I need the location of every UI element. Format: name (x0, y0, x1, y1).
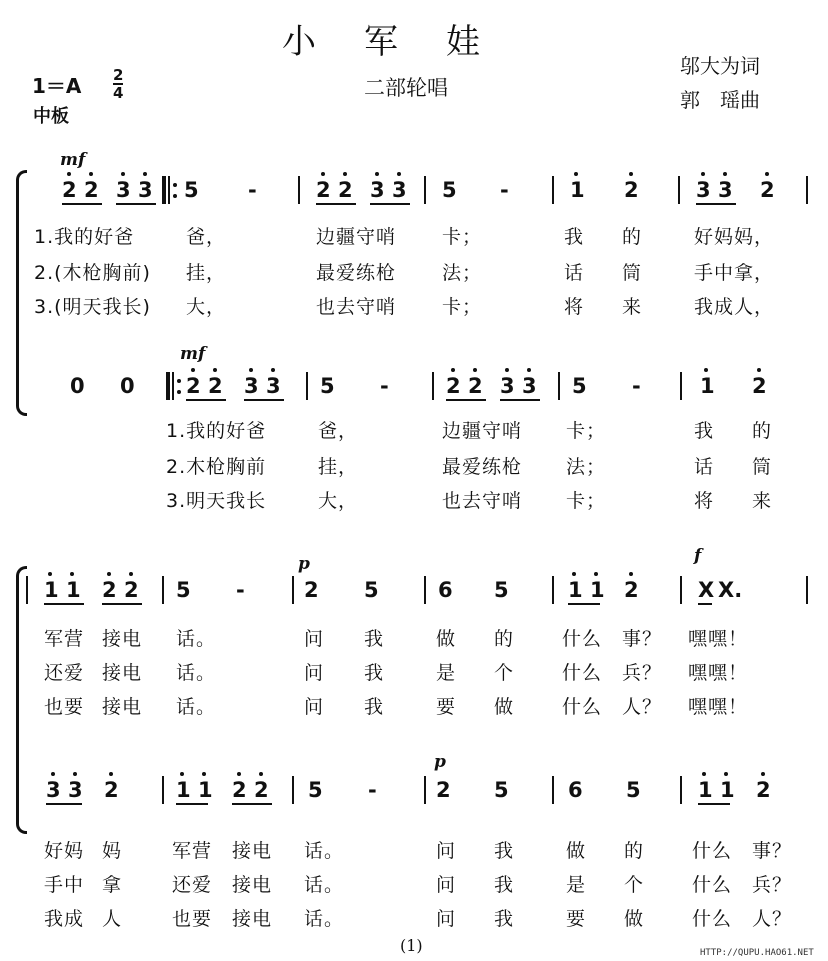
beam-underline (568, 603, 600, 605)
lyric-syllables: 话 (564, 262, 585, 284)
jianpu-note: 3 (696, 178, 711, 202)
jianpu-note: 3 (46, 778, 61, 802)
jianpu-note: 3 (500, 374, 515, 398)
jianpu-note: 2 (104, 778, 119, 802)
bar-line (172, 372, 174, 400)
jianpu-note: 2 (756, 778, 771, 802)
octave-dot (343, 172, 347, 176)
lyric-syllables: 接电 (102, 628, 143, 650)
lyric-syllables: 话。 (176, 628, 217, 650)
jianpu-note: 0 (70, 374, 85, 398)
bar-line (806, 176, 808, 204)
lyric-syllables: 是 (566, 874, 587, 896)
octave-dot (51, 772, 55, 776)
jianpu-note: 2 (752, 374, 767, 398)
lyric-syllables: 我 (494, 908, 515, 930)
lyric-syllables: 来 (622, 296, 643, 318)
octave-dot (505, 368, 509, 372)
bar-line (680, 576, 682, 604)
lyric-syllables: 接电 (232, 840, 273, 862)
octave-dot (173, 194, 177, 198)
dynamic-p-voice2: p (434, 752, 446, 772)
lyric-syllables: 话 (694, 456, 715, 478)
bar-line (552, 176, 554, 204)
octave-dot (259, 772, 263, 776)
lyric-syllables: 3.(明天我长) (34, 296, 151, 318)
lyric-syllables: 接电 (232, 908, 273, 930)
beam-underline (232, 803, 272, 805)
lyric-syllables: 大， (186, 296, 227, 318)
lyric-syllables: 什么 (692, 840, 733, 862)
bar-line (26, 576, 28, 604)
system-brace-2 (16, 566, 27, 834)
octave-dot (574, 172, 578, 176)
jianpu-note: 2 (254, 778, 269, 802)
octave-dot (375, 172, 379, 176)
bar-line (424, 576, 426, 604)
lyric-syllables: 要 (566, 908, 587, 930)
lyric-syllables: 做 (624, 908, 645, 930)
lyric-syllables: 我成人， (694, 296, 775, 318)
lyric-syllables: 我 (494, 840, 515, 862)
jianpu-note: 2 (84, 178, 99, 202)
lyric-syllables: 问 (436, 874, 457, 896)
beam-underline (500, 399, 540, 401)
lyric-syllables: 军营 (172, 840, 213, 862)
octave-dot (629, 572, 633, 576)
lyric-syllables: 事？ (622, 628, 663, 650)
jianpu-note: 3 (138, 178, 153, 202)
lyric-syllables: 嘿嘿！ (688, 628, 749, 650)
lyric-syllables: 1.我的好爸 (166, 420, 267, 442)
jianpu-note: 2 (468, 374, 483, 398)
lyric-syllables: 筒 (752, 456, 773, 478)
jianpu-note: 5 (626, 778, 641, 802)
jianpu-note: 5 (442, 178, 457, 202)
bar-line (292, 776, 294, 804)
jianpu-note: 3 (522, 374, 537, 398)
jianpu-note: 5 (494, 578, 509, 602)
dynamic-mf-voice2: mf (180, 344, 206, 364)
bar-line (298, 176, 300, 204)
lyric-syllables: 卡； (442, 296, 483, 318)
jianpu-note: X. (718, 578, 743, 602)
beam-underline (316, 203, 356, 205)
jianpu-note: 3 (392, 178, 407, 202)
lyric-syllables: 接电 (102, 662, 143, 684)
octave-dot (202, 772, 206, 776)
jianpu-note: 5 (494, 778, 509, 802)
dynamic-p: p (298, 554, 310, 574)
jianpu-note: - (632, 374, 641, 398)
lyric-syllables: 什么 (692, 908, 733, 930)
beam-underline (446, 399, 486, 401)
octave-dot (191, 368, 195, 372)
jianpu-note: 1 (66, 578, 81, 602)
bar-line (678, 176, 680, 204)
lyric-syllables: 我 (694, 420, 715, 442)
jianpu-note: 1 (176, 778, 191, 802)
lyric-syllables: 好妈妈， (694, 226, 775, 248)
lyric-syllables: 什么 (562, 662, 603, 684)
beam-underline (62, 203, 102, 205)
lyric-syllables: 做 (436, 628, 457, 650)
watermark: HTTP://QUPU.HAO61.NET (700, 948, 814, 958)
lyric-syllables: 爸， (318, 420, 359, 442)
octave-dot (702, 772, 706, 776)
jianpu-note: 5 (572, 374, 587, 398)
tempo-marking: 中板 (33, 106, 69, 127)
octave-dot (89, 172, 93, 176)
lyric-syllables: 我 (364, 628, 385, 650)
octave-dot (249, 368, 253, 372)
bar-line (162, 776, 164, 804)
bar-line (306, 372, 308, 400)
lyric-syllables: 手中拿， (694, 262, 775, 284)
jianpu-note: 2 (760, 178, 775, 202)
song-subtitle: 二部轮唱 (364, 76, 448, 100)
time-signature: 2 4 (113, 66, 124, 102)
jianpu-note: - (368, 778, 377, 802)
jianpu-note: 1 (720, 778, 735, 802)
lyric-syllables: 是 (436, 662, 457, 684)
lyric-syllables: 也去守哨 (442, 490, 523, 512)
lyric-syllables: 人 (102, 908, 123, 930)
lyric-syllables: 问 (436, 908, 457, 930)
bar-line (680, 372, 682, 400)
jianpu-note: 2 (446, 374, 461, 398)
bar-line (166, 372, 170, 400)
octave-dot (121, 172, 125, 176)
lyric-syllables: 卡； (566, 490, 607, 512)
dynamic-mf: mf (60, 150, 86, 170)
octave-dot (761, 772, 765, 776)
lyric-syllables: 问 (436, 840, 457, 862)
bar-line (168, 176, 170, 204)
lyric-syllables: 兵？ (622, 662, 663, 684)
beam-underline (116, 203, 156, 205)
page-number: (1) (400, 936, 423, 955)
lyric-syllables: 还爱 (172, 874, 213, 896)
lyric-syllables: 还爱 (44, 662, 85, 684)
lyric-syllables: 个 (624, 874, 645, 896)
lyric-syllables: 做 (494, 696, 515, 718)
lyric-syllables: 妈 (102, 840, 123, 862)
lyric-syllables: 我 (494, 874, 515, 896)
octave-dot (765, 172, 769, 176)
jianpu-note: - (236, 578, 245, 602)
octave-dot (724, 772, 728, 776)
jianpu-note: 6 (568, 778, 583, 802)
lyric-syllables: 做 (566, 840, 587, 862)
bar-line (680, 776, 682, 804)
lyric-syllables: 我 (364, 696, 385, 718)
lyric-syllables: 2.(木枪胸前) (34, 262, 151, 284)
lyric-syllables: 将 (564, 296, 585, 318)
jianpu-note: - (500, 178, 509, 202)
lyric-syllables: 最爱练枪 (442, 456, 523, 478)
octave-dot (213, 368, 217, 372)
bar-line (424, 776, 426, 804)
jianpu-note: 0 (120, 374, 135, 398)
lyric-syllables: 边疆守哨 (316, 226, 397, 248)
octave-dot (173, 183, 177, 187)
lyric-syllables: 问 (304, 696, 325, 718)
jianpu-note: 3 (718, 178, 733, 202)
lyric-syllables: 来 (752, 490, 773, 512)
beam-underline (186, 399, 226, 401)
lyric-syllables: 2.木枪胸前 (166, 456, 267, 478)
lyric-syllables: 话。 (304, 840, 345, 862)
jianpu-note: 1 (198, 778, 213, 802)
octave-dot (321, 172, 325, 176)
bar-line (162, 176, 166, 204)
lyric-syllables: 军营 (44, 628, 85, 650)
lyric-syllables: 什么 (562, 628, 603, 650)
jianpu-note: 5 (184, 178, 199, 202)
lyric-syllables: 话。 (176, 662, 217, 684)
lyric-syllables: 法； (442, 262, 483, 284)
jianpu-note: - (248, 178, 257, 202)
beam-underline (102, 603, 142, 605)
octave-dot (70, 572, 74, 576)
octave-dot (109, 772, 113, 776)
jianpu-note: 5 (308, 778, 323, 802)
jianpu-note: 2 (102, 578, 117, 602)
jianpu-note: 2 (232, 778, 247, 802)
lyric-syllables: 问 (304, 662, 325, 684)
jianpu-note: 2 (624, 178, 639, 202)
jianpu-note: 6 (438, 578, 453, 602)
octave-dot (704, 368, 708, 372)
octave-dot (73, 772, 77, 776)
octave-dot (723, 172, 727, 176)
jianpu-note: 1 (590, 578, 605, 602)
lyric-syllables: 的 (494, 628, 515, 650)
jianpu-note: 5 (320, 374, 335, 398)
lyric-syllables: 手中 (44, 874, 85, 896)
beam-underline (698, 603, 712, 605)
lyric-syllables: 要 (436, 696, 457, 718)
jianpu-note: - (380, 374, 389, 398)
lyric-syllables: 法； (566, 456, 607, 478)
bar-line (552, 576, 554, 604)
octave-dot (177, 390, 181, 394)
lyric-syllables: 的 (624, 840, 645, 862)
lyric-syllables: 也要 (44, 696, 85, 718)
song-title: 小军娃 (282, 22, 528, 62)
octave-dot (177, 379, 181, 383)
octave-dot (527, 368, 531, 372)
lyric-syllables: 最爱练枪 (316, 262, 397, 284)
lyric-syllables: 3.明天我长 (166, 490, 267, 512)
jianpu-note: 1 (698, 778, 713, 802)
lyric-syllables: 大， (318, 490, 359, 512)
octave-dot (572, 572, 576, 576)
lyric-syllables: 嘿嘿！ (688, 696, 749, 718)
lyric-syllables: 边疆守哨 (442, 420, 523, 442)
octave-dot (473, 368, 477, 372)
jianpu-note: 1 (570, 178, 585, 202)
lyric-syllables: 什么 (562, 696, 603, 718)
beam-underline (44, 603, 84, 605)
key-signature: 1＝A (32, 74, 82, 98)
lyric-syllables: 将 (694, 490, 715, 512)
beam-underline (370, 203, 410, 205)
octave-dot (67, 172, 71, 176)
octave-dot (143, 172, 147, 176)
lyric-syllables: 话。 (304, 908, 345, 930)
lyric-syllables: 卡； (442, 226, 483, 248)
dynamic-f: f (694, 546, 702, 566)
octave-dot (594, 572, 598, 576)
lyric-syllables: 也要 (172, 908, 213, 930)
octave-dot (629, 172, 633, 176)
bar-line (432, 372, 434, 400)
lyric-syllables: 的 (752, 420, 773, 442)
lyric-syllables: 我 (364, 662, 385, 684)
jianpu-note: X (698, 578, 715, 602)
lyric-syllables: 个 (494, 662, 515, 684)
octave-dot (237, 772, 241, 776)
lyric-syllables: 卡； (566, 420, 607, 442)
bar-line (806, 576, 808, 604)
octave-dot (271, 368, 275, 372)
octave-dot (757, 368, 761, 372)
lyric-syllables: 接电 (102, 696, 143, 718)
jianpu-note: 5 (364, 578, 379, 602)
jianpu-note: 2 (304, 578, 319, 602)
lyricist-credit: 邬大为词 (680, 54, 760, 78)
bar-line (292, 576, 294, 604)
lyric-syllables: 人？ (752, 908, 793, 930)
jianpu-note: 2 (208, 374, 223, 398)
lyric-syllables: 接电 (232, 874, 273, 896)
lyric-syllables: 也去守哨 (316, 296, 397, 318)
lyric-syllables: 嘿嘿！ (688, 662, 749, 684)
bar-line (424, 176, 426, 204)
octave-dot (48, 572, 52, 576)
jianpu-note: 1 (44, 578, 59, 602)
octave-dot (701, 172, 705, 176)
beam-underline (46, 803, 82, 805)
lyric-syllables: 拿 (102, 874, 123, 896)
lyric-syllables: 兵？ (752, 874, 793, 896)
lyric-syllables: 爸， (186, 226, 227, 248)
jianpu-note: 3 (370, 178, 385, 202)
lyric-syllables: 话。 (176, 696, 217, 718)
lyric-syllables: 挂， (318, 456, 359, 478)
lyric-syllables: 1.我的好爸 (34, 226, 135, 248)
beam-underline (696, 203, 736, 205)
jianpu-note: 1 (700, 374, 715, 398)
beam-underline (176, 803, 208, 805)
lyric-syllables: 挂， (186, 262, 227, 284)
jianpu-note: 2 (624, 578, 639, 602)
lyric-syllables: 的 (622, 226, 643, 248)
lyric-syllables: 筒 (622, 262, 643, 284)
jianpu-note: 2 (186, 374, 201, 398)
lyric-syllables: 我 (564, 226, 585, 248)
jianpu-note: 3 (116, 178, 131, 202)
bar-line (162, 576, 164, 604)
jianpu-note: 3 (266, 374, 281, 398)
jianpu-note: 3 (244, 374, 259, 398)
lyric-syllables: 人？ (622, 696, 663, 718)
lyric-syllables: 我成 (44, 908, 85, 930)
jianpu-note: 2 (316, 178, 331, 202)
jianpu-note: 2 (62, 178, 77, 202)
octave-dot (180, 772, 184, 776)
octave-dot (107, 572, 111, 576)
composer-credit: 郭 瑶曲 (680, 88, 760, 112)
lyric-syllables: 什么 (692, 874, 733, 896)
jianpu-note: 2 (124, 578, 139, 602)
jianpu-note: 2 (338, 178, 353, 202)
lyric-syllables: 问 (304, 628, 325, 650)
octave-dot (451, 368, 455, 372)
beam-underline (244, 399, 284, 401)
jianpu-note: 2 (436, 778, 451, 802)
beam-underline (698, 803, 730, 805)
lyric-syllables: 事？ (752, 840, 793, 862)
bar-line (558, 372, 560, 400)
jianpu-note: 1 (568, 578, 583, 602)
jianpu-note: 5 (176, 578, 191, 602)
lyric-syllables: 好妈 (44, 840, 85, 862)
octave-dot (397, 172, 401, 176)
jianpu-note: 3 (68, 778, 83, 802)
octave-dot (129, 572, 133, 576)
lyric-syllables: 话。 (304, 874, 345, 896)
system-brace (16, 170, 27, 416)
bar-line (552, 776, 554, 804)
